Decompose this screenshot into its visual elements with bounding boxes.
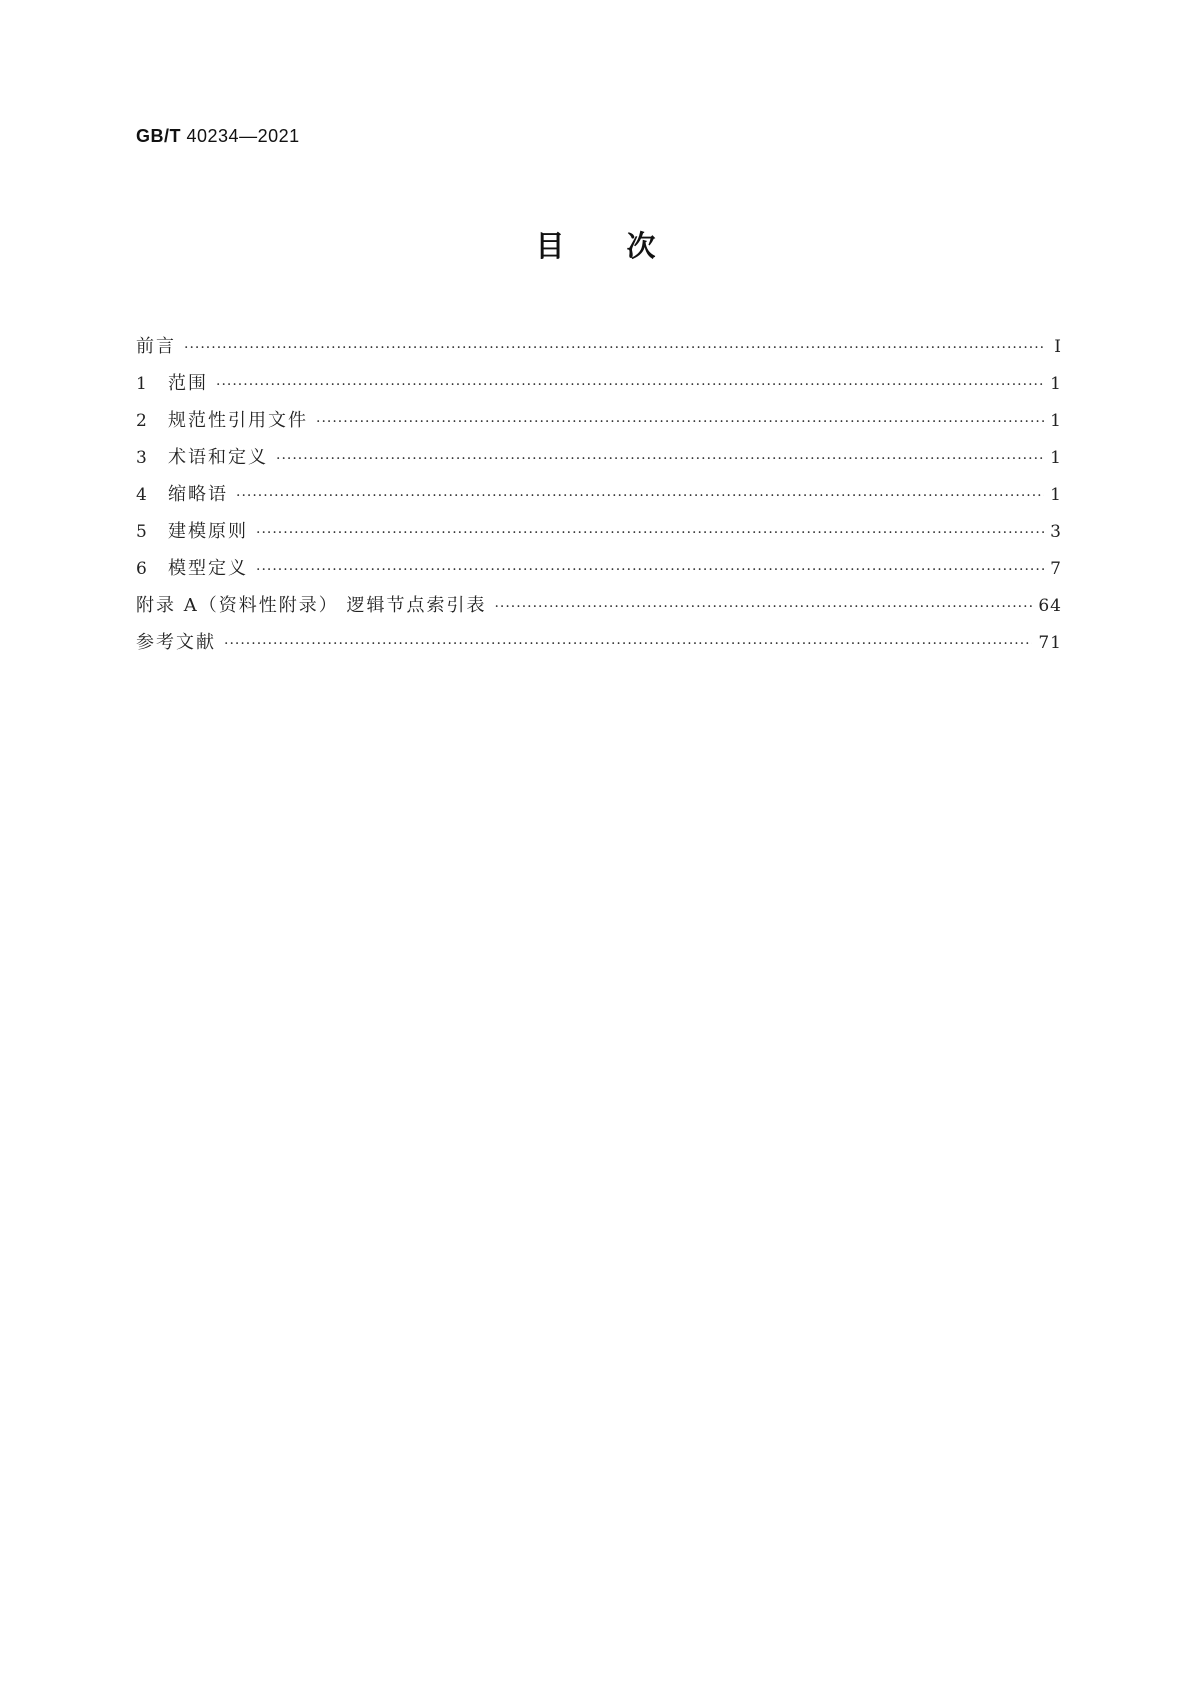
toc-entry-number: 6	[136, 559, 147, 579]
toc-dot-leader	[494, 589, 1032, 626]
toc-page-number: 71	[1038, 633, 1062, 653]
toc-entry-terms-definitions[interactable]	[136, 439, 1062, 476]
toc-page-number: 1	[1050, 411, 1062, 431]
standard-number: 40234—2021	[186, 126, 300, 146]
toc-page-number: 1	[1050, 448, 1062, 468]
toc-entry-normative-references[interactable]	[136, 402, 1062, 439]
page-title: 目次	[535, 229, 718, 263]
toc-page-number: 3	[1050, 522, 1062, 542]
toc-dot-leader	[256, 515, 1044, 552]
toc-dot-leader	[316, 404, 1044, 441]
toc-entry-label: 参考文献	[136, 632, 216, 653]
toc-page-number: 1	[1050, 374, 1062, 394]
toc-entry-label: 前言	[136, 336, 176, 357]
standard-prefix: GB/T	[136, 126, 181, 146]
toc-page-number: 7	[1050, 559, 1062, 579]
toc-entry-number: 3	[136, 448, 147, 468]
toc-dot-leader	[216, 367, 1044, 404]
toc-dot-leader	[276, 441, 1044, 478]
table-of-contents	[136, 328, 1062, 661]
toc-dot-leader	[256, 552, 1044, 589]
toc-entry-label: 规范性引用文件	[168, 410, 308, 431]
toc-entry-label: 模型定义	[168, 558, 248, 579]
toc-entry-modeling-principles[interactable]	[136, 513, 1062, 550]
toc-entry-number: 1	[136, 374, 147, 394]
toc-entry-preface[interactable]	[136, 328, 1062, 365]
toc-entry-scope[interactable]	[136, 365, 1062, 402]
toc-entry-number: 5	[136, 522, 147, 542]
toc-dot-leader	[224, 626, 1032, 663]
toc-entry-bibliography[interactable]	[136, 624, 1062, 661]
toc-page-number: Ⅰ	[1054, 337, 1062, 357]
toc-entry-label: 术语和定义	[168, 447, 268, 468]
toc-entry-model-definitions[interactable]	[136, 550, 1062, 587]
toc-dot-leader	[184, 330, 1046, 367]
toc-entry-appendix-a[interactable]	[136, 587, 1062, 624]
toc-entry-label: 缩略语	[168, 484, 228, 505]
toc-entry-number: 2	[136, 411, 147, 431]
standard-code	[136, 126, 300, 147]
toc-entry-label: 建模原则	[168, 521, 248, 542]
toc-entry-label: 附录 A（资料性附录） 逻辑节点索引表	[136, 595, 487, 616]
toc-page-number: 1	[1050, 485, 1062, 505]
toc-entry-abbreviations[interactable]	[136, 476, 1062, 513]
toc-entry-label: 范围	[168, 373, 208, 394]
toc-page-number: 64	[1038, 596, 1062, 616]
toc-entry-number: 4	[136, 485, 147, 505]
toc-dot-leader	[236, 478, 1044, 515]
